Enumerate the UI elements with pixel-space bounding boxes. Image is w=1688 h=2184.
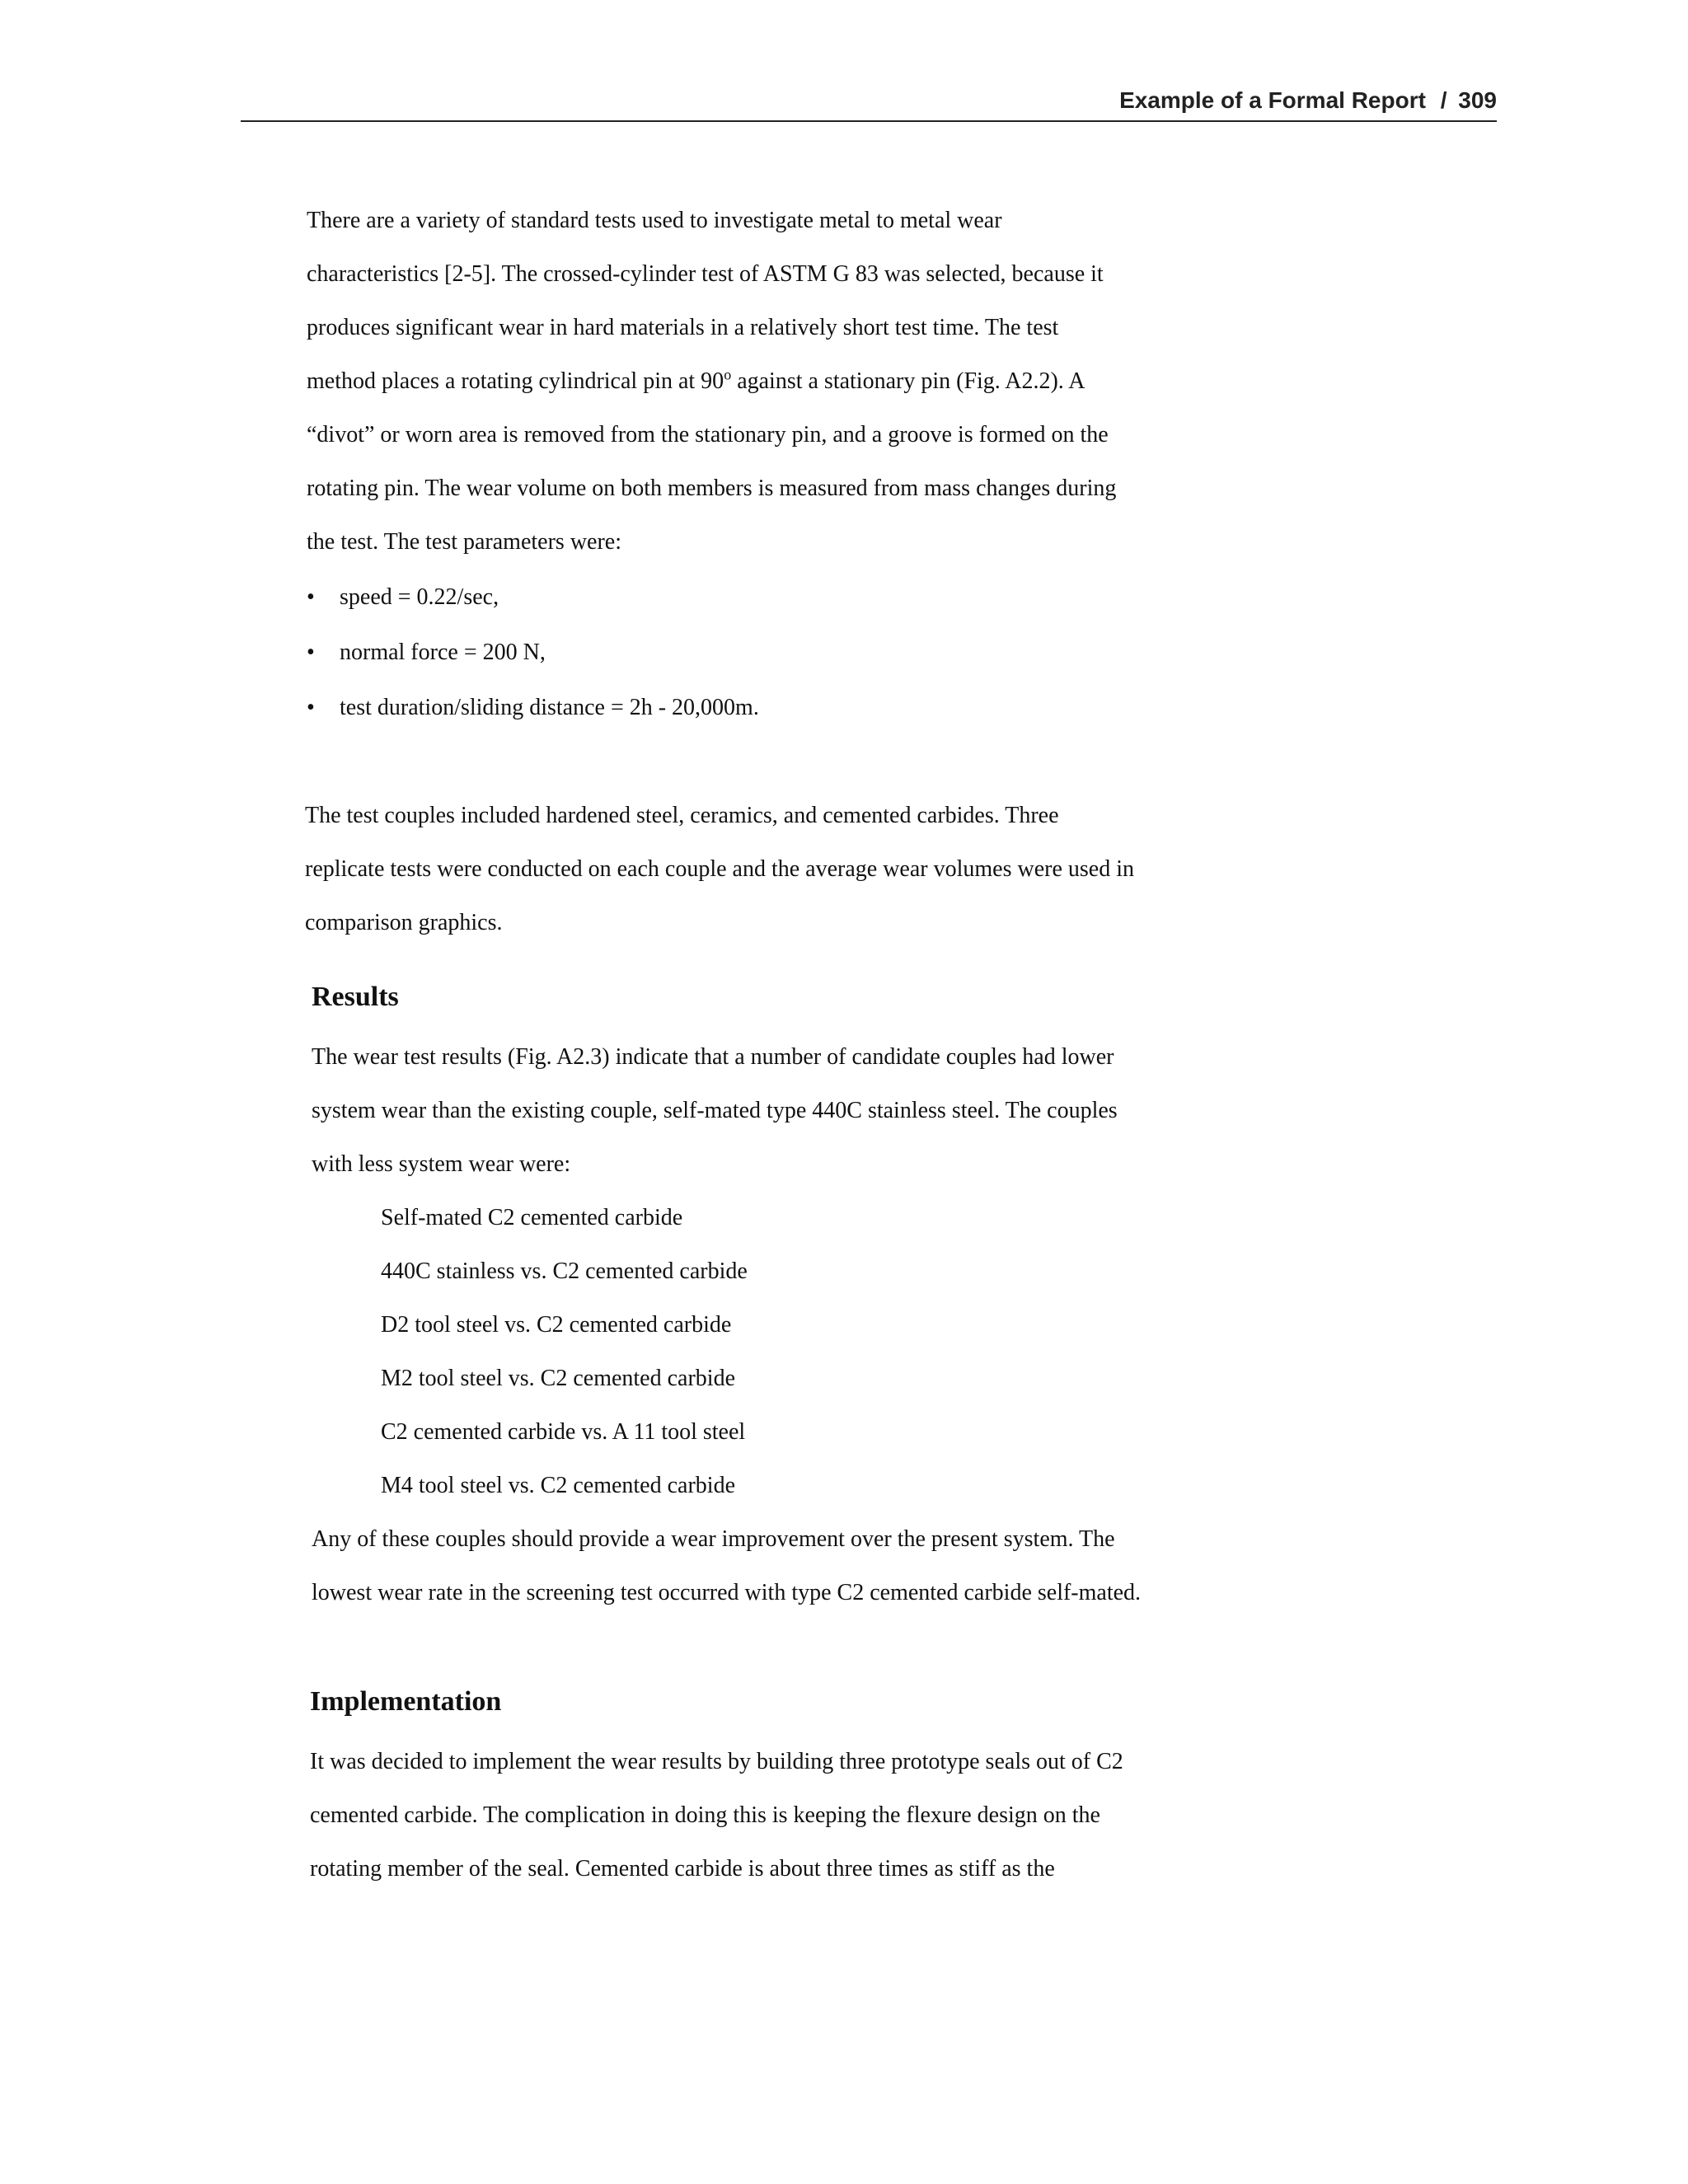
degree-superscript: o [724, 366, 732, 383]
header-title: Example of a Formal Report [1119, 87, 1426, 113]
page-number: 309 [1458, 87, 1497, 113]
intro-line-4 [307, 367, 1085, 396]
intro-line-6: rotating pin. The wear volume on both members is measured from mass changes during [307, 476, 1117, 501]
intro-line-1: There are a variety of standard tests used to investigate metal to metal wear [307, 208, 1002, 233]
bullet-icon: • [307, 584, 315, 610]
intro-line-5: “divot” or worn area is removed from the stationary pin, and a groove is formed on the [307, 422, 1109, 448]
implementation-line-3: rotating member of the seal. Cemented carbide is about three times as stiff as the [310, 1856, 1055, 1882]
results-heading: Results [312, 982, 399, 1012]
intro-line-2: characteristics [2-5]. The crossed-cylinder test of ASTM G 83 was selected, because it [307, 261, 1104, 287]
couple-list-item: M4 tool steel vs. C2 cemented carbide [381, 1473, 735, 1498]
parameter-item: speed = 0.22/sec, [340, 584, 499, 610]
couple-list-item: 440C stainless vs. C2 cemented carbide [381, 1258, 748, 1284]
implementation-line-1: It was decided to implement the wear results by building three prototype seals out of C2 [310, 1749, 1123, 1774]
results-closing-2: lowest wear rate in the screening test occurred with type C2 cemented carbide self-mated. [312, 1580, 1142, 1605]
results-line-3: with less system wear were: [312, 1151, 571, 1177]
header-separator: / [1440, 87, 1447, 113]
couple-list-item: M2 tool steel vs. C2 cemented carbide [381, 1366, 735, 1391]
bullet-icon: • [307, 640, 315, 665]
couple-list-item: C2 cemented carbide vs. A 11 tool steel [381, 1419, 746, 1445]
running-header [241, 82, 1497, 122]
intro-line-4-text: method places a rotating cylindrical pin at 90 [307, 368, 724, 394]
implementation-heading: Implementation [310, 1686, 502, 1717]
couples-line-2: replicate tests were conducted on each couple and the average wear volumes were used in [305, 856, 1134, 882]
results-closing-1: Any of these couples should provide a wear improvement over the present system. The [312, 1526, 1115, 1552]
couples-line-1: The test couples included hardened steel, ceramics, and cemented carbides. Three [305, 803, 1059, 828]
implementation-line-2: cemented carbide. The complication in doing this is keeping the flexure design on the [310, 1802, 1100, 1828]
results-line-1: The wear test results (Fig. A2.3) indicate that a number of candidate couples had lower [312, 1044, 1114, 1070]
results-line-2: system wear than the existing couple, self-mated type 440C stainless steel. The couples [312, 1098, 1118, 1123]
couple-list-item: D2 tool steel vs. C2 cemented carbide [381, 1312, 732, 1338]
intro-line-4-tail: against a stationary pin (Fig. A2.2). A [731, 368, 1085, 394]
intro-line-7: the test. The test parameters were: [307, 529, 621, 555]
couples-line-3: comparison graphics. [305, 910, 503, 935]
parameter-item: normal force = 200 N, [340, 640, 546, 665]
bullet-icon: • [307, 695, 315, 720]
intro-line-3: produces significant wear in hard materials in a relatively short test time. The test [307, 315, 1059, 340]
couple-list-item: Self-mated C2 cemented carbide [381, 1205, 683, 1230]
parameter-item: test duration/sliding distance = 2h - 20,000m. [340, 695, 759, 720]
